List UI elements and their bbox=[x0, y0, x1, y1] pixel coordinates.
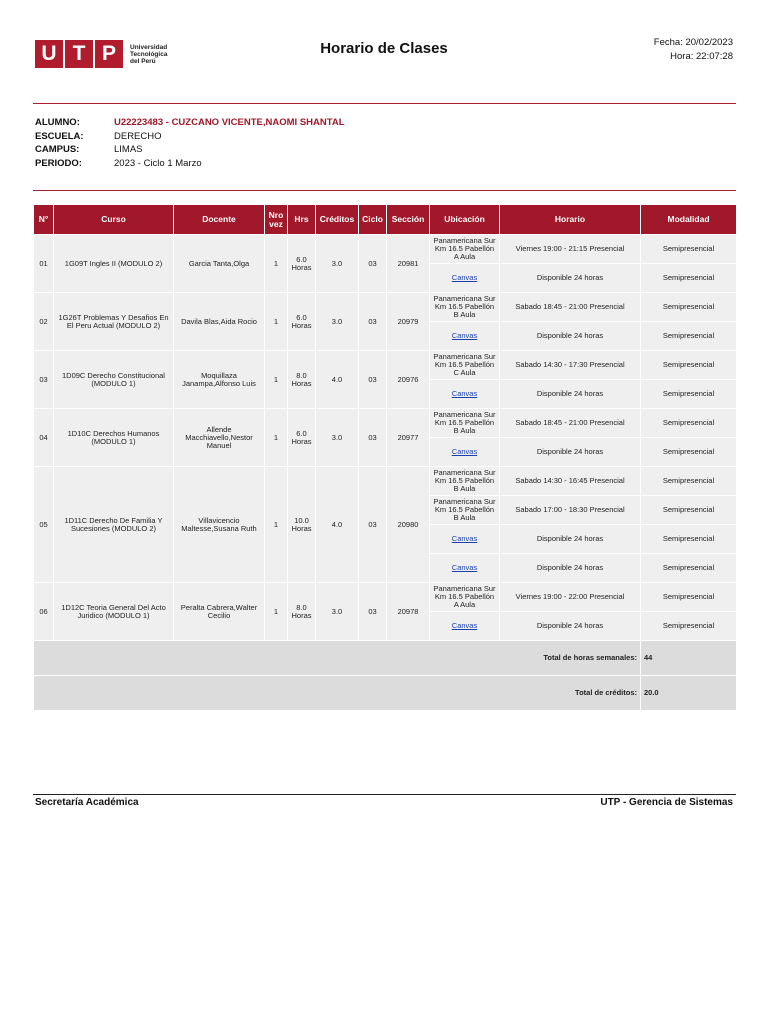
row-number: 06 bbox=[34, 583, 54, 641]
attempt-count: 1 bbox=[265, 351, 288, 409]
totals-row bbox=[34, 676, 737, 711]
modality-cell: Semipresencial bbox=[641, 409, 737, 438]
row-number: 04 bbox=[34, 409, 54, 467]
hours: 6.0 Horas bbox=[288, 235, 316, 293]
schedule-cell: Disponible 24 horas bbox=[500, 554, 641, 583]
location-cell bbox=[430, 467, 500, 496]
table-row bbox=[34, 467, 737, 496]
schedule-cell: Viernes 19:00 - 22:00 Presencial bbox=[500, 583, 641, 612]
schedule-cell: Disponible 24 horas bbox=[500, 525, 641, 554]
section: 20976 bbox=[387, 351, 430, 409]
canvas-link[interactable]: Canvas bbox=[451, 447, 478, 456]
schedule-cell: Disponible 24 horas bbox=[500, 264, 641, 293]
location-cell bbox=[430, 525, 500, 554]
hours: 6.0 Horas bbox=[288, 409, 316, 467]
canvas-link[interactable]: Canvas bbox=[451, 534, 478, 543]
info-label: CAMPUS: bbox=[35, 144, 80, 155]
location-cell bbox=[430, 293, 500, 322]
schedule-cell: Sabado 17:00 - 18:30 Presencial bbox=[500, 496, 641, 525]
modality-cell: Semipresencial bbox=[641, 351, 737, 380]
teacher-name: Moquillaza Janampa,Alfonso Luis bbox=[174, 351, 265, 409]
course-name: 1D09C Derecho Constitucional (MODULO 1) bbox=[54, 351, 174, 409]
modality-cell: Semipresencial bbox=[641, 438, 737, 467]
cycle: 03 bbox=[359, 409, 387, 467]
schedule-cell: Sabado 18:45 - 21:00 Presencial bbox=[500, 293, 641, 322]
teacher-name: Allende Macchiavello,Nestor Manuel bbox=[174, 409, 265, 467]
location-text: Panamericana Sur Km 16.5 Pabellón A Aula bbox=[433, 236, 496, 261]
header-divider bbox=[33, 103, 736, 104]
cycle: 03 bbox=[359, 467, 387, 583]
teacher-name: Peralta Cabrera,Walter Cecilio bbox=[174, 583, 265, 641]
logo-letter: P bbox=[95, 40, 123, 68]
modality-cell: Semipresencial bbox=[641, 235, 737, 264]
table-row bbox=[34, 235, 737, 264]
footer-left: Secretaría Académica bbox=[35, 797, 139, 808]
col-header: Nro vez bbox=[265, 205, 288, 235]
cycle: 03 bbox=[359, 583, 387, 641]
totals-row bbox=[34, 641, 737, 676]
section: 20979 bbox=[387, 293, 430, 351]
credits: 4.0 bbox=[316, 351, 359, 409]
logo-letter: T bbox=[65, 40, 93, 68]
logo-text-line: Universidad bbox=[130, 43, 168, 51]
table-row bbox=[34, 583, 737, 612]
location-cell bbox=[430, 351, 500, 380]
modality-cell: Semipresencial bbox=[641, 293, 737, 322]
col-header: Hrs bbox=[288, 205, 316, 235]
modality-cell: Semipresencial bbox=[641, 264, 737, 293]
col-header: Créditos bbox=[316, 205, 359, 235]
location-cell bbox=[430, 409, 500, 438]
cycle: 03 bbox=[359, 351, 387, 409]
modality-cell: Semipresencial bbox=[641, 380, 737, 409]
table-body bbox=[34, 235, 737, 711]
location-cell bbox=[430, 583, 500, 612]
attempt-count: 1 bbox=[265, 583, 288, 641]
info-value: DERECHO bbox=[114, 130, 162, 142]
row-number: 02 bbox=[34, 293, 54, 351]
modality-cell: Semipresencial bbox=[641, 525, 737, 554]
modality-cell: Semipresencial bbox=[641, 583, 737, 612]
location-cell bbox=[430, 322, 500, 351]
schedule-cell: Sabado 14:30 - 16:45 Presencial bbox=[500, 467, 641, 496]
student-info bbox=[35, 117, 345, 171]
course-name: 1D11C Derecho De Familia Y Sucesiones (MODULO 2) bbox=[54, 467, 174, 583]
location-cell bbox=[430, 612, 500, 641]
table-row bbox=[34, 293, 737, 322]
row-number: 05 bbox=[34, 467, 54, 583]
row-number: 01 bbox=[34, 235, 54, 293]
col-header: Ciclo bbox=[359, 205, 387, 235]
course-name: 1D12C Teoria General Del Acto Juridico (MODULO 1) bbox=[54, 583, 174, 641]
cycle: 03 bbox=[359, 293, 387, 351]
section: 20981 bbox=[387, 235, 430, 293]
location-text: Panamericana Sur Km 16.5 Pabellón B Aula bbox=[433, 468, 496, 493]
section: 20977 bbox=[387, 409, 430, 467]
info-value: 2023 - Ciclo 1 Marzo bbox=[114, 157, 202, 169]
course-name: 1D10C Derechos Humanos (MODULO 1) bbox=[54, 409, 174, 467]
total-value: 44 bbox=[641, 641, 737, 676]
schedule-cell: Disponible 24 horas bbox=[500, 380, 641, 409]
canvas-link[interactable]: Canvas bbox=[451, 563, 478, 572]
modality-cell: Semipresencial bbox=[641, 612, 737, 641]
info-row-campus bbox=[35, 144, 345, 158]
fecha-text: Fecha: 20/02/2023 bbox=[653, 37, 733, 48]
canvas-link[interactable]: Canvas bbox=[451, 331, 478, 340]
modality-cell: Semipresencial bbox=[641, 467, 737, 496]
location-cell bbox=[430, 380, 500, 409]
credits: 3.0 bbox=[316, 235, 359, 293]
canvas-link[interactable]: Canvas bbox=[451, 273, 478, 282]
modality-cell: Semipresencial bbox=[641, 554, 737, 583]
location-text: Panamericana Sur Km 16.5 Pabellón B Aula bbox=[433, 410, 496, 435]
attempt-count: 1 bbox=[265, 293, 288, 351]
hours: 8.0 Horas bbox=[288, 583, 316, 641]
location-text: Panamericana Sur Km 16.5 Pabellón B Aula bbox=[433, 497, 496, 522]
info-label: ALUMNO: bbox=[35, 117, 80, 128]
hours: 6.0 Horas bbox=[288, 293, 316, 351]
footer-divider bbox=[33, 794, 736, 795]
canvas-link[interactable]: Canvas bbox=[451, 389, 478, 398]
credits: 4.0 bbox=[316, 467, 359, 583]
hours: 8.0 Horas bbox=[288, 351, 316, 409]
location-cell bbox=[430, 235, 500, 264]
section: 20978 bbox=[387, 583, 430, 641]
logo-text-line: del Perú bbox=[130, 57, 156, 65]
hora-text: Hora: 22:07:28 bbox=[670, 51, 733, 62]
location-cell bbox=[430, 496, 500, 525]
info-value: LIMAS bbox=[114, 144, 143, 155]
page-title: Horario de Clases bbox=[320, 40, 448, 57]
section: 20980 bbox=[387, 467, 430, 583]
schedule-cell: Viernes 19:00 - 21:15 Presencial bbox=[500, 235, 641, 264]
location-text: Panamericana Sur Km 16.5 Pabellón B Aula bbox=[433, 294, 496, 319]
schedule-table bbox=[33, 204, 737, 711]
location-cell bbox=[430, 438, 500, 467]
date-time bbox=[654, 36, 733, 64]
teacher-name: Garcia Tanta,Olga bbox=[174, 235, 265, 293]
schedule-cell: Sabado 18:45 - 21:00 Presencial bbox=[500, 409, 641, 438]
col-header: Sección bbox=[387, 205, 430, 235]
row-number: 03 bbox=[34, 351, 54, 409]
location-text: Panamericana Sur Km 16.5 Pabellón A Aula bbox=[433, 584, 496, 609]
info-label: PERIODO: bbox=[35, 157, 82, 169]
cycle: 03 bbox=[359, 235, 387, 293]
schedule-cell: Disponible 24 horas bbox=[500, 322, 641, 351]
course-name: 1G26T Problemas Y Desafios En El Peru Actual (MODULO 2) bbox=[54, 293, 174, 351]
col-header: Curso bbox=[54, 205, 174, 235]
location-cell bbox=[430, 554, 500, 583]
col-header: Horario bbox=[500, 205, 641, 235]
col-header: Modalidad bbox=[641, 205, 737, 235]
logo-text-line: Tecnológica bbox=[130, 50, 168, 58]
info-divider bbox=[33, 190, 736, 191]
total-value: 20.0 bbox=[641, 676, 737, 711]
hours: 10.0 Horas bbox=[288, 467, 316, 583]
total-label: Total de horas semanales: bbox=[34, 641, 641, 676]
credits: 3.0 bbox=[316, 409, 359, 467]
attempt-count: 1 bbox=[265, 467, 288, 583]
info-row-periodo bbox=[35, 158, 345, 172]
location-text: Panamericana Sur Km 16.5 Pabellón C Aula bbox=[433, 352, 496, 377]
footer-right: UTP - Gerencia de Sistemas bbox=[600, 797, 733, 808]
total-label: Total de créditos: bbox=[34, 676, 641, 711]
modality-cell: Semipresencial bbox=[641, 496, 737, 525]
schedule-cell: Disponible 24 horas bbox=[500, 438, 641, 467]
credits: 3.0 bbox=[316, 293, 359, 351]
info-row-escuela bbox=[35, 131, 345, 145]
col-header: Docente bbox=[174, 205, 265, 235]
canvas-link[interactable]: Canvas bbox=[451, 621, 478, 630]
student-name: U22223483 - CUZCANO VICENTE,NAOMI SHANTAL bbox=[114, 117, 345, 128]
table-header-row bbox=[34, 205, 737, 235]
teacher-name: Davila Blas,Aida Rocio bbox=[174, 293, 265, 351]
logo-letter: U bbox=[35, 40, 63, 68]
course-name: 1G09T Ingles II (MODULO 2) bbox=[54, 235, 174, 293]
info-label: ESCUELA: bbox=[35, 130, 84, 142]
credits: 3.0 bbox=[316, 583, 359, 641]
attempt-count: 1 bbox=[265, 235, 288, 293]
table-row bbox=[34, 351, 737, 380]
modality-cell: Semipresencial bbox=[641, 322, 737, 351]
col-header: Ubicación bbox=[430, 205, 500, 235]
table-row bbox=[34, 409, 737, 438]
schedule-cell: Sabado 14:30 - 17:30 Presencial bbox=[500, 351, 641, 380]
location-cell bbox=[430, 264, 500, 293]
attempt-count: 1 bbox=[265, 409, 288, 467]
col-header: N° bbox=[34, 205, 54, 235]
info-row-alumno bbox=[35, 117, 345, 131]
schedule-cell: Disponible 24 horas bbox=[500, 612, 641, 641]
teacher-name: Villavicencio Maltesse,Susana Ruth bbox=[174, 467, 265, 583]
